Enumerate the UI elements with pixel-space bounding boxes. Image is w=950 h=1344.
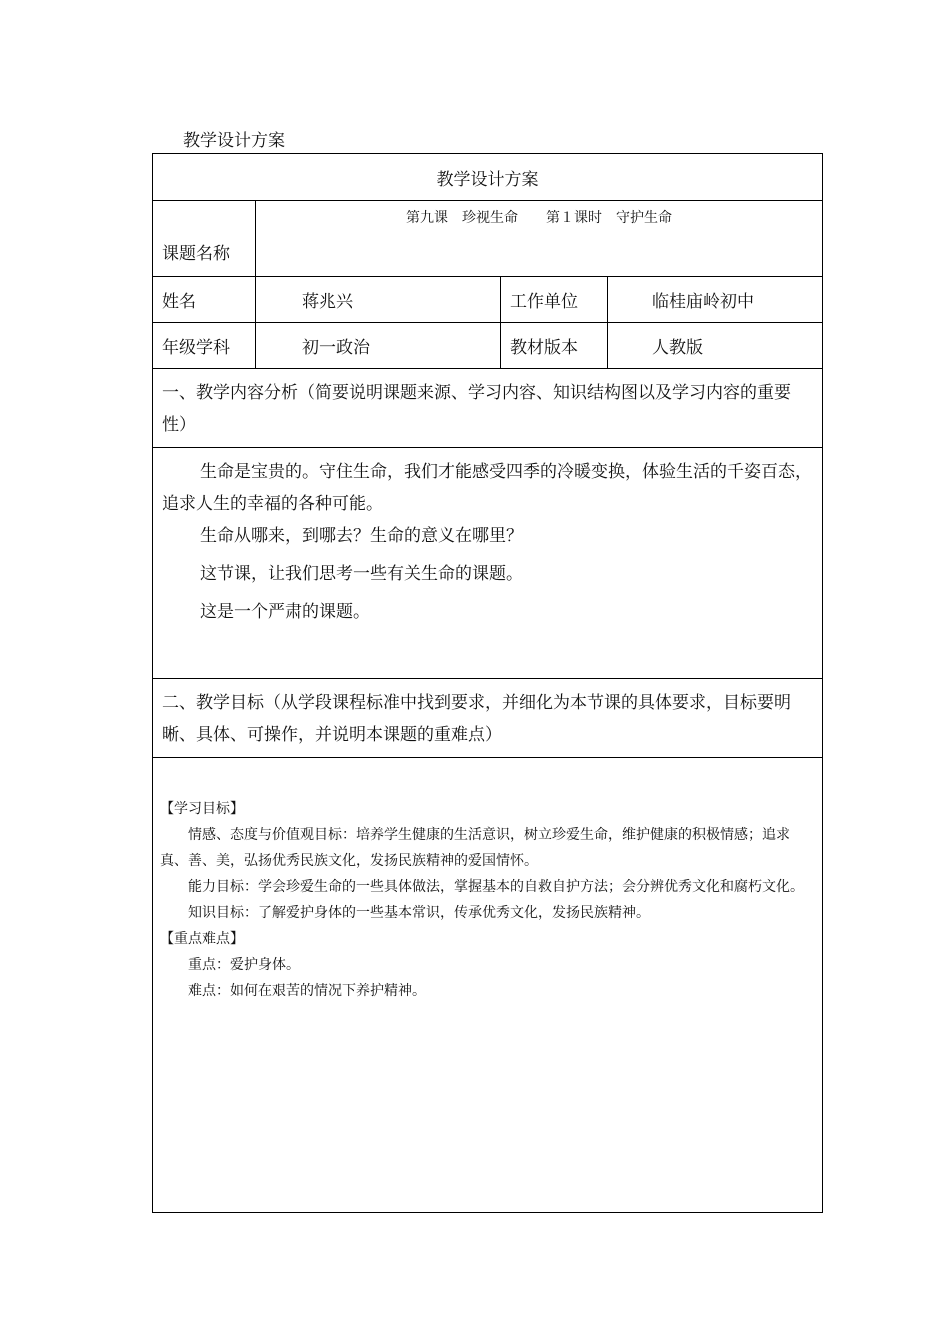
content-paragraph: 生命是宝贵的。守住生命，我们才能感受四季的冷暖变换，体验生活的千姿百态，追求人生的幸福的各种可能。 xyxy=(162,462,812,514)
goal-item: 知识目标：了解爱护身体的一些基本常识，传承优秀文化，发扬民族精神。 xyxy=(188,905,650,921)
topic-value: 第九课 珍视生命 第１课时 守护生命 xyxy=(256,201,823,277)
name-value: 蒋兆兴 xyxy=(256,277,501,323)
grade-subject-label: 年级学科 xyxy=(153,323,256,369)
section1-heading: 一、教学内容分析（简要说明课题来源、学习内容、知识结构图以及学习内容的重要性） xyxy=(153,369,823,448)
workplace-value: 临桂庙岭初中 xyxy=(608,277,823,323)
textbook-edition-value: 人教版 xyxy=(608,323,823,369)
info-row xyxy=(153,277,823,323)
content-paragraph: 生命从哪来，到哪去？生命的意义在哪里？ xyxy=(200,526,523,546)
document-heading: 教学设计方案 xyxy=(183,131,285,151)
info-row xyxy=(153,323,823,369)
goal-item: 能力目标：学会珍爱生命的一些具体做法，掌握基本的自救自护方法；会分辨优秀文化和腐朽文化。 xyxy=(188,879,804,895)
goal-item: 情感、态度与价值观目标：培养学生健康的生活意识，树立珍爱生命，维护健康的积极情感；追求真、善、美，弘扬优秀民族文化，发扬民族精神的爱国情怀。 xyxy=(160,827,790,869)
goals-title: 【学习目标】 xyxy=(160,801,244,817)
content-paragraph: 这节课，让我们思考一些有关生命的课题。 xyxy=(200,564,523,584)
topic-label: 课题名称 xyxy=(153,201,256,277)
key-point-item: 重点：爱护身体。 xyxy=(188,957,300,973)
key-points-title: 【重点难点】 xyxy=(160,931,244,947)
lesson-plan-table xyxy=(152,153,823,1213)
section2-heading: 二、教学目标（从学段课程标准中找到要求，并细化为本节课的具体要求，目标要明晰、具体、可操作，并说明本课题的重难点） xyxy=(153,679,823,758)
name-label: 姓名 xyxy=(153,277,256,323)
table-title: 教学设计方案 xyxy=(153,154,823,201)
workplace-label: 工作单位 xyxy=(501,277,608,323)
content-paragraph: 这是一个严肃的课题。 xyxy=(200,602,370,622)
grade-subject-value: 初一政治 xyxy=(256,323,501,369)
section1-content xyxy=(153,448,823,679)
textbook-edition-label: 教材版本 xyxy=(501,323,608,369)
key-point-item: 难点：如何在艰苦的情况下养护精神。 xyxy=(188,983,426,999)
section2-content xyxy=(153,758,823,1213)
